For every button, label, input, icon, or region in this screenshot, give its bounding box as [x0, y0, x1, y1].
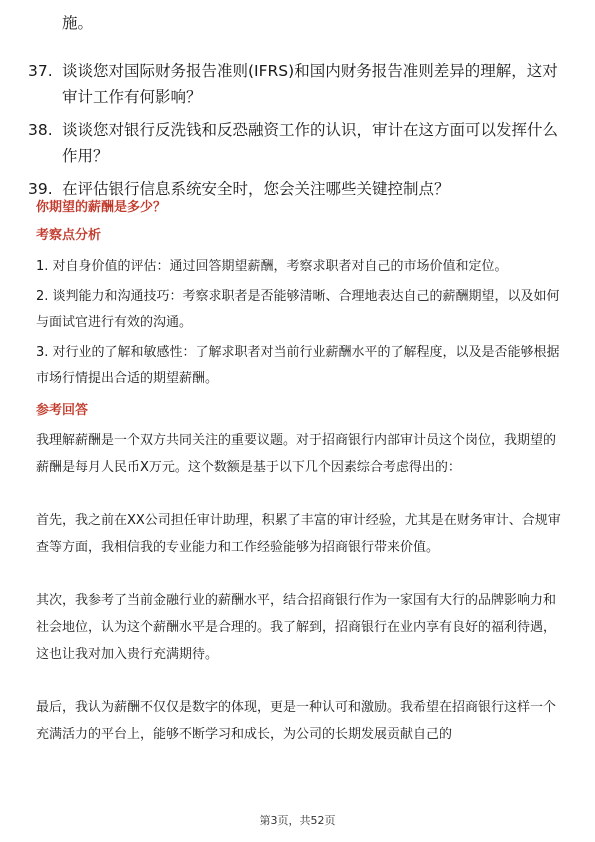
page-footer: 第3页，共52页 [259, 814, 336, 827]
analysis-list [36, 254, 566, 396]
question-text: 在评估银行信息系统安全时，您会关注哪些关键控制点？ [62, 180, 450, 198]
answer-heading: 参考回答 [36, 403, 89, 418]
question-number: 39. [28, 180, 53, 198]
answer-body [36, 427, 566, 748]
continuation-text: 施。 [62, 14, 94, 32]
answer-paragraph: 首先，我之前在XX公司担任审计助理，积累了丰富的审计经验，尤其是在财务审计、合规审查等方面，我相信我的专业能力和工作经验能够为招商银行带来价值。 [36, 513, 561, 555]
question-heading: 你期望的薪酬是多少？ [36, 200, 167, 215]
question-list [28, 58, 568, 209]
analysis-item: 2. 谈判能力和沟通技巧：考察求职者是否能够清晰、合理地表达自己的薪酬期望，以及如何与面试官进行有效的沟通。 [36, 289, 560, 330]
question-number: 37. [28, 62, 53, 80]
question-item [28, 58, 568, 110]
question-text: 谈谈您对国际财务报告准则(IFRS)和国内财务报告准则差异的理解，这对审计工作有何影响？ [62, 62, 558, 106]
analysis-heading: 考察点分析 [36, 228, 102, 243]
answer-paragraph: 其次，我参考了当前金融行业的薪酬水平，结合招商银行作为一家国有大行的品牌影响力和社会地位，认为这个薪酬水平是合理的。我了解到，招商银行在业内享有良好的福利待遇，这也让我对加入贵行充满期待。 [36, 593, 557, 662]
answer-paragraph: 最后，我认为薪酬不仅仅是数字的体现，更是一种认可和激励。我希望在招商银行这样一个充满活力的平台上，能够不断学习和成长，为公司的长期发展贡献自己的 [36, 700, 557, 742]
question-item [28, 117, 568, 169]
answer-paragraph: 我理解薪酬是一个双方共同关注的重要议题。对于招商银行内部审计员这个岗位，我期望的薪酬是每月人民币X万元。这个数额是基于以下几个因素综合考虑得出的： [36, 433, 557, 475]
question-text: 谈谈您对银行反洗钱和反恐融资工作的认识，审计在这方面可以发挥什么作用？ [62, 121, 559, 165]
question-number: 38. [28, 121, 53, 139]
analysis-item: 1. 对自身价值的评估：通过回答期望薪酬，考察求职者对自己的市场价值和定位。 [36, 259, 508, 274]
analysis-item: 3. 对行业的了解和敏感性：了解求职者对当前行业薪酬水平的了解程度，以及是否能够根据市场行情提出合适的期望薪酬。 [36, 345, 560, 386]
